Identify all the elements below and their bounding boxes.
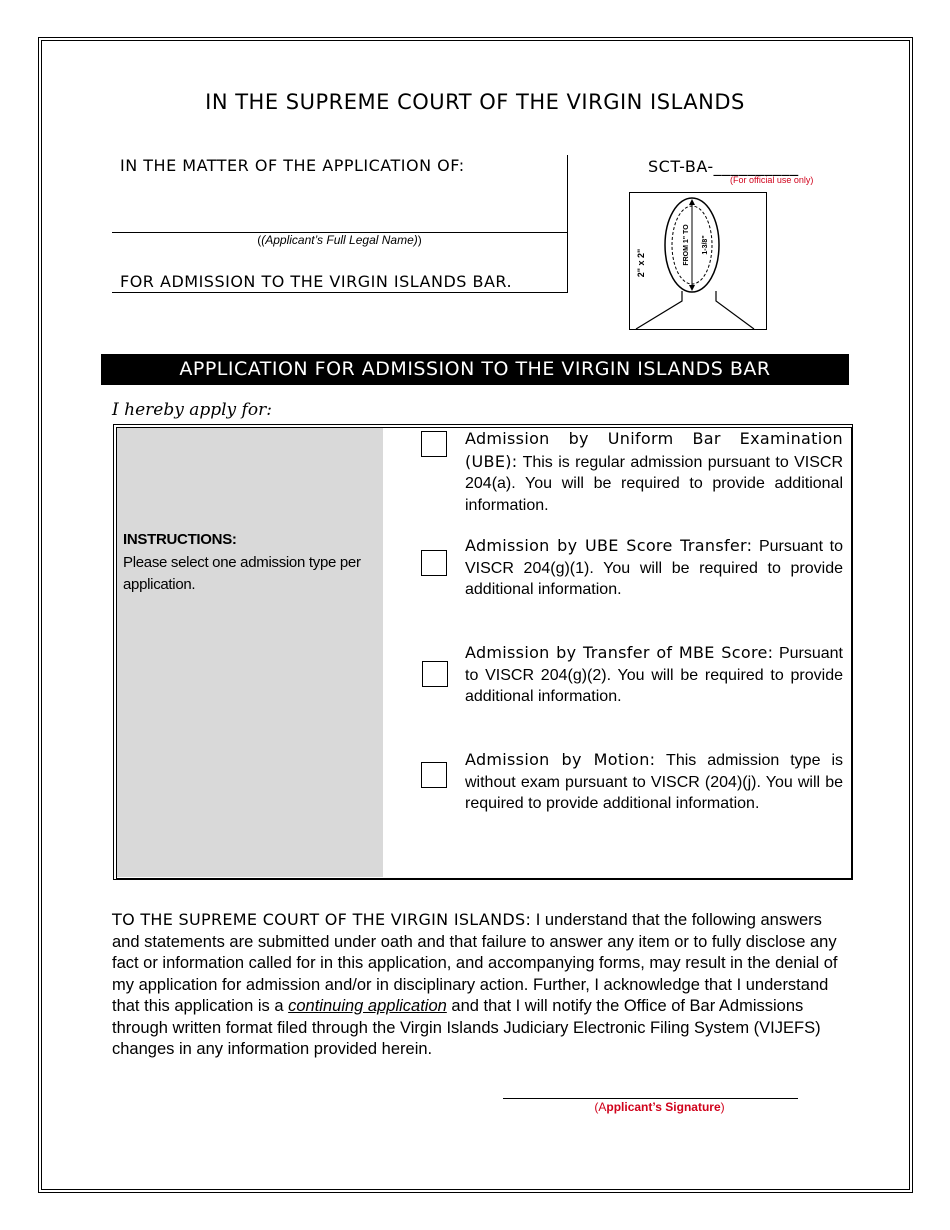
attestation-text-after: and that I will notify the Office of Bar Admissions through written format filed through the Virgin Islands Judiciary Electronic Filing System (VIJEFS) changes in any information provided herein. [112,997,821,1058]
signature-caption-close: ) [720,1100,725,1114]
application-banner: APPLICATION FOR ADMISSION TO THE VIRGIN ISLANDS BAR [101,354,849,385]
option-mbe-transfer-description: Pursuant to VISCR 204(g)(2). You will be required to provide additional information. [465,645,843,705]
signature-caption-bold: pplicant’s Signature [606,1100,721,1114]
photo-placeholder [629,192,767,330]
instructions-text: Please select one admission type per application. [123,554,361,593]
court-title: IN THE SUPREME COURT OF THE VIRGIN ISLANDS [205,90,745,114]
option-ube-transfer-description: Pursuant to VISCR 204(g)(1). You will be required to provide additional information. [465,538,843,598]
signature-caption-open: (A [594,1100,607,1114]
applicant-name-caption-text: (Applicant’s Full Legal Name) [261,233,418,247]
ube-transfer-checkbox[interactable] [421,550,447,576]
photo-size-label: 2" x 2" [636,248,646,278]
caption-right-border [567,155,568,293]
option-motion [465,749,843,815]
option-ube-transfer-title: Admission by UBE Score Transfer: [465,536,753,555]
for-admission-label: FOR ADMISSION TO THE VIRGIN ISLANDS BAR. [120,272,513,291]
option-mbe-transfer-title: Admission by Transfer of MBE Score: [465,643,774,662]
matter-label: IN THE MATTER OF THE APPLICATION OF: [120,156,465,175]
option-motion-description: This admission type is without exam pursuant to VISCR (204)(j). You will be required to provide additional information. [465,752,844,812]
motion-checkbox[interactable] [421,762,447,788]
signature-caption [503,1100,816,1114]
ube-exam-checkbox[interactable] [421,431,447,457]
applicant-name-caption: ((Applicant’s Full Legal Name)) [257,233,422,247]
photo-max-label: 1-3/8" [702,235,709,255]
option-ube-exam-description: This is regular admission pursuant to VISCR 204(a). You will be required to provide additional information. [465,453,843,514]
apply-for-label: I hereby apply for: [112,400,272,420]
attestation-lead: TO THE SUPREME COURT OF THE VIRGIN ISLANDS: [112,910,532,929]
instructions-panel [117,428,383,877]
option-ube-exam [465,428,843,516]
photo-from-label: FROM 1" TO [683,224,690,266]
attestation-paragraph [112,909,839,1061]
photo-guide-illustration [630,193,766,329]
official-use-note: (For official use only) [730,175,814,185]
option-ube-exam-title: Admission by Uniform Bar Examination (UBE): [465,429,843,471]
option-mbe-transfer [465,642,843,708]
attestation-text-before: I understand that the following answers and statements are submitted under oath and that failure to answer any item or to fully disclose any fact or information called for in this application, and accompanying forms, may result in the denial of my application for admission and/or in disciplinary action. Further, I acknowledge that I understand that this application is a [112,911,838,1015]
instructions-title: INSTRUCTIONS: [123,531,237,548]
option-ube-transfer [465,535,843,601]
case-number: SCT-BA-__________ [648,157,799,176]
caption-bottom-border [112,292,568,293]
mbe-transfer-checkbox[interactable] [422,661,448,687]
signature-line[interactable] [503,1098,798,1099]
option-motion-title: Admission by Motion: [465,750,656,769]
continuing-application-emphasis: continuing application [288,997,447,1015]
